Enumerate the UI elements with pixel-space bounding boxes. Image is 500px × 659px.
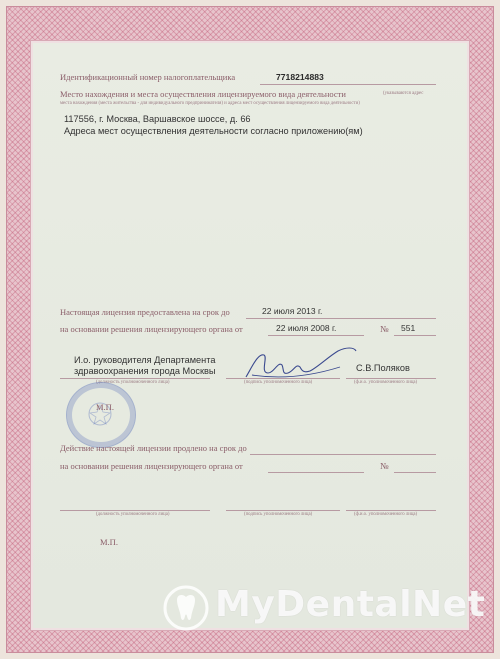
decision-date-underline xyxy=(268,335,364,336)
address-value: 117556, г. Москва, Варшавское шоссе, д. 66 xyxy=(64,114,251,124)
seal-mark-2: М.П. xyxy=(100,537,118,547)
name-underline xyxy=(346,378,436,379)
address-note-2: места нахождения (места жительства - для индивидуального предпринимателя) и адреса мест осуществления лицензируемого вида деятельности) xyxy=(60,101,360,106)
watermark-text: MyDentalNet xyxy=(215,584,486,625)
decision-date: 22 июля 2008 г. xyxy=(276,323,337,333)
address-note-1: (указываются адрес xyxy=(383,91,424,96)
ext-caption-signature: (подпись уполномоченного лица) xyxy=(244,512,313,517)
signer-caption-position: (должность уполномоченного лица) xyxy=(96,380,170,385)
inn-value: 7718214883 xyxy=(276,72,324,82)
decision-label: на основании решения лицензирующего органа от xyxy=(60,324,243,334)
ext-caption-name: (ф.и.о. уполномоченного лица) xyxy=(354,512,418,517)
address-label: Место нахождения и места осуществления лицензируемого вида деятельности xyxy=(60,89,346,99)
signer-caption-signature: (подпись уполномоченного лица) xyxy=(244,380,313,385)
ext-signature-underline xyxy=(226,510,340,511)
tooth-logo-icon xyxy=(163,584,209,634)
term-label: Настоящая лицензия предоставлена на срок до xyxy=(60,307,230,317)
extension-date-underline xyxy=(268,472,364,473)
decision-number: 551 xyxy=(401,323,416,333)
seal-mark-1: М.П. xyxy=(96,402,114,412)
inn-underline xyxy=(260,84,436,85)
ext-name-underline xyxy=(346,510,436,511)
term-underline xyxy=(246,318,436,319)
extension-underline xyxy=(250,454,436,455)
watermark xyxy=(163,582,486,638)
extension-decision-label: на основании решения лицензирующего органа от xyxy=(60,461,243,471)
inn-label: Идентификационный номер налогоплательщика xyxy=(60,72,236,82)
extension-number-underline xyxy=(394,472,436,473)
position-underline xyxy=(60,378,210,379)
signer-name: С.В.Поляков xyxy=(356,363,410,373)
decision-number-underline xyxy=(394,335,436,336)
address-appendix: Адреса мест осуществления деятельности согласно приложению(ям) xyxy=(64,126,363,136)
term-value: 22 июля 2013 г. xyxy=(262,306,323,316)
ext-caption-position: (должность уполномоченного лица) xyxy=(96,512,170,517)
signer-position-line1: И.о. руководителя Департамента xyxy=(74,355,216,365)
ext-position-underline xyxy=(60,510,210,511)
decision-num-sign: № xyxy=(380,324,389,334)
signer-position-line2: здравоохранения города Москвы xyxy=(74,366,216,376)
signature-underline xyxy=(226,378,340,379)
signer-caption-name: (ф.и.о. уполномоченного лица) xyxy=(354,380,418,385)
extension-num-sign: № xyxy=(380,461,389,471)
extension-label: Действие настоящей лицензии продлено на срок до xyxy=(60,443,247,453)
